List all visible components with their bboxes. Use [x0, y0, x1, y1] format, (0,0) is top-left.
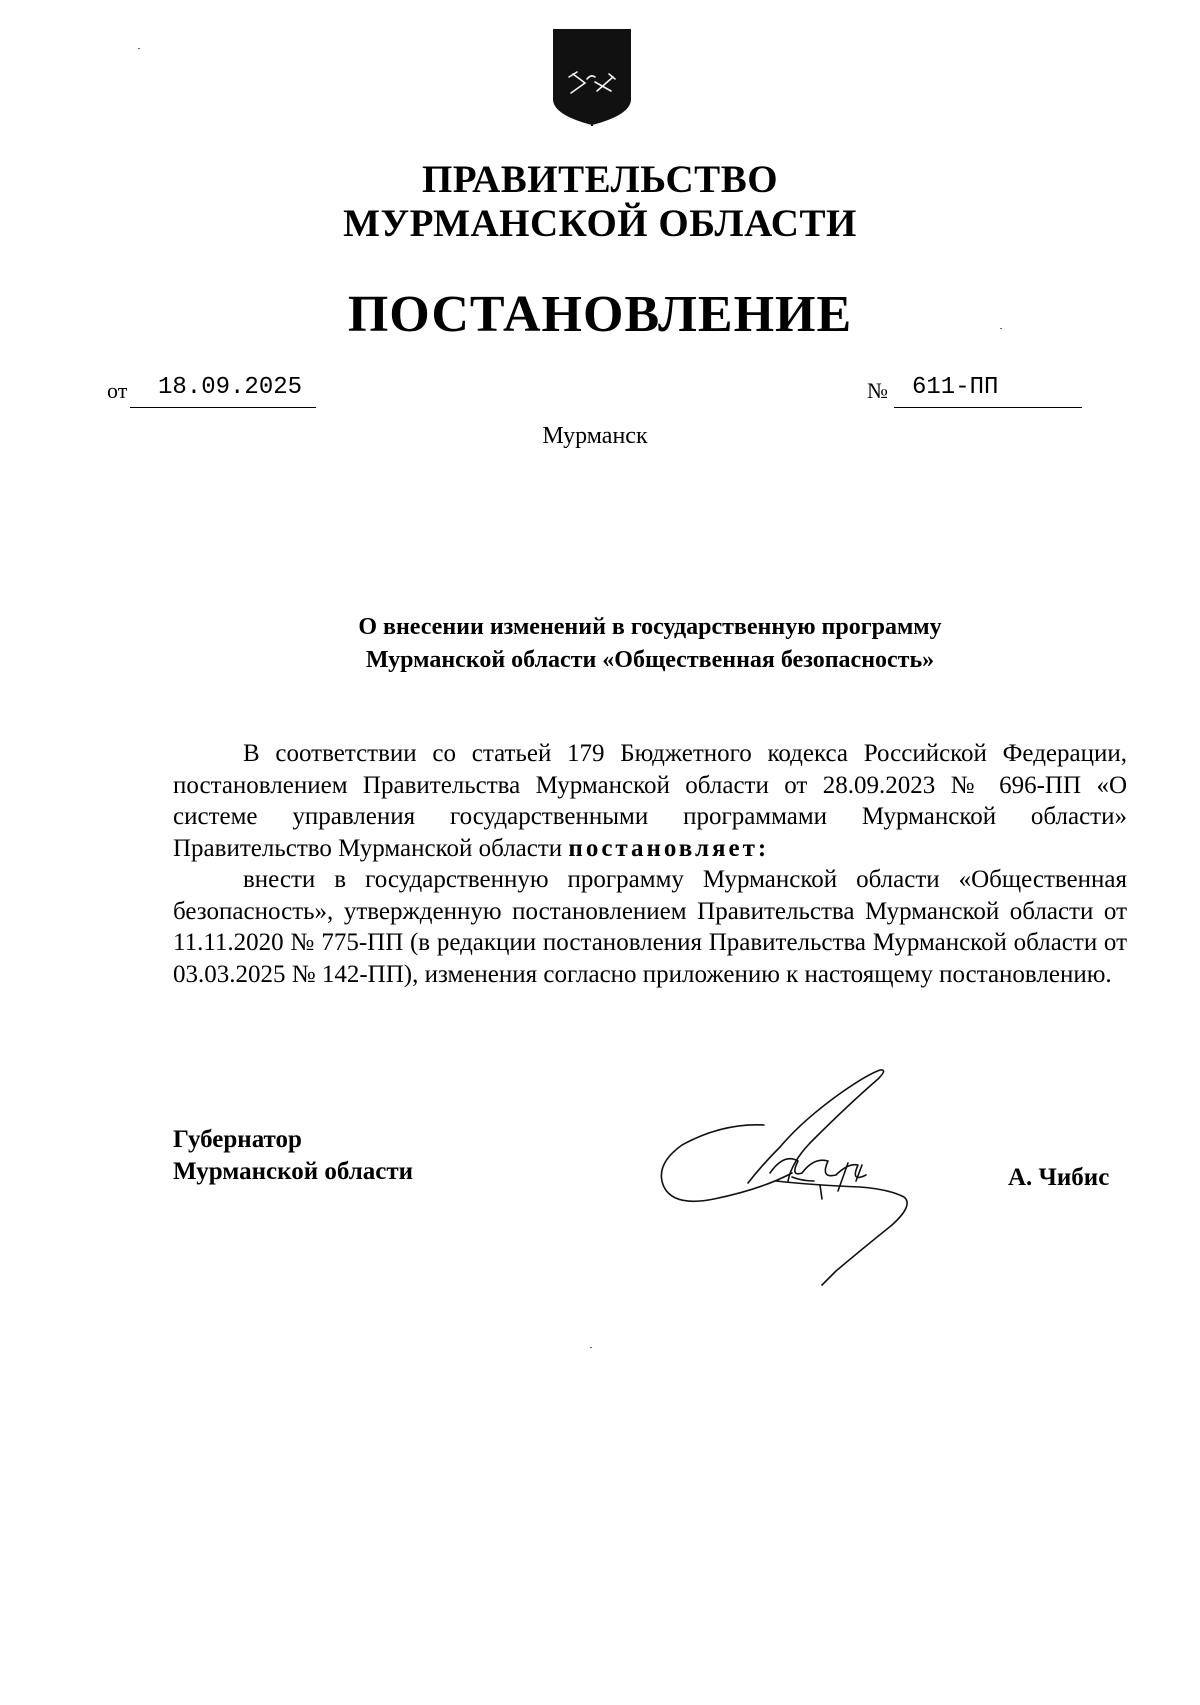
date-prefix: от — [107, 378, 128, 403]
resolves-keyword: постановляет: — [568, 834, 770, 862]
signer-title-line2: Мурманской области — [173, 1158, 414, 1185]
org-name-line2: МУРМАНСКОЙ ОБЛАСТИ — [343, 202, 857, 245]
number-prefix: № — [867, 378, 888, 403]
body-paragraph-1 — [173, 738, 1127, 864]
coat-of-arms-icon — [551, 27, 633, 127]
signer-name: А. Чибис — [1008, 1164, 1110, 1191]
signer-title — [173, 1124, 413, 1188]
subject-line2: Мурманской области «Общественная безопасность» — [365, 647, 935, 673]
document-body — [173, 738, 1127, 990]
city: Мурманск — [542, 423, 648, 449]
body-paragraph-1-text: В соответствии со статьей 179 Бюджетного кодекса Российской Федерации, постановлением Правительства Мурманской области от 28.09.2023 № 696-ПП «О системе управления государственными программами Мурманской области» Правительство Мурманской области — [173, 740, 1127, 862]
document-number: 611-ПП — [894, 374, 1082, 408]
scan-speck — [138, 48, 140, 49]
document-type: ПОСТАНОВЛЕНИЕ — [347, 286, 853, 343]
handwritten-signature — [652, 1065, 932, 1295]
scan-speck — [1000, 328, 1002, 329]
document-date: 18.09.2025 — [130, 374, 316, 408]
org-name-line1: ПРАВИТЕЛЬСТВО — [421, 158, 779, 201]
scan-speck — [590, 1347, 592, 1348]
body-paragraph-2: внести в государственную программу Мурманской области «Общественная безопасность», утвержденную постановлением Правительства Мурманской области от 11.11.2020 № 775-ПП (в редакции постановления Правительства Мурманской области от 03.03.2025 № 142-ПП), изменения согласно приложению к настоящему постановлению. — [173, 866, 1127, 988]
subject-line1: О внесении изменений в государственную программу — [358, 614, 942, 640]
signer-title-line1: Губернатор — [173, 1126, 302, 1153]
